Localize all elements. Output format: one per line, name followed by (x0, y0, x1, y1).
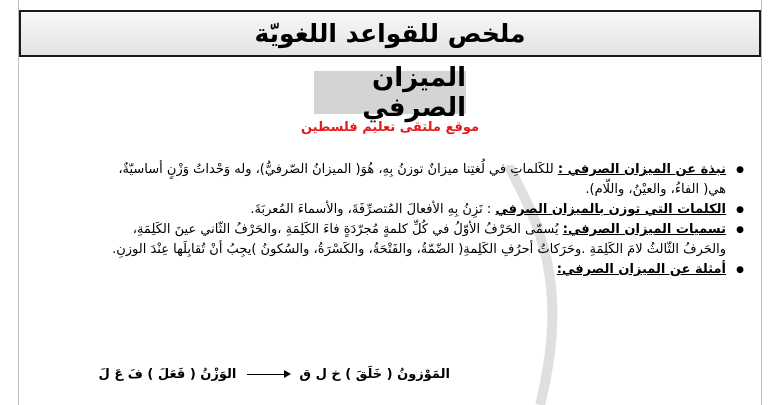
title-banner (19, 10, 761, 57)
section-heading: تسميات الميزان الصرفي: (562, 222, 726, 237)
list-item (16, 200, 746, 220)
section-text: والحَرفُ الثّالثُ لامَ الكَلِمَةِ .وحَرَكاتُ أحرُفِ الكَلِمةِ( الضّمّةُ، والفَتْحَةُ، والكَسْرَةُ، والسُكونُ )يجِبُ أنْ تُقابِلَها عِنْدَ الوزنِ. (112, 242, 726, 257)
list-item (16, 260, 746, 280)
topic-title: الميزان الصرفي (362, 62, 466, 123)
topic-banner (314, 62, 466, 123)
page-title: ملخص للقواعد اللغويّة (254, 19, 526, 48)
section-text: هي( الفاءُ، والعيْنُ، واللّام). (585, 182, 726, 197)
example-weighed: المَوْزونُ ( خَلَقَ ) خ ل ق (299, 367, 450, 382)
section-heading: الكلمات التي توزن بالميزان الصرفي (495, 202, 726, 217)
list-item (16, 220, 746, 260)
content-body (16, 160, 746, 280)
arrow-left-icon (247, 374, 289, 375)
example-weight: الوَزْنُ ( فَعَلَ ) فَ عَ لَ (98, 367, 237, 382)
section-text: يُسمّى الحَرْفُ الأوّلُ في كُلِّ كلمةٍ مُجرّدَةٍ فاءَ الكَلِمَةِ ،والحَرْفُ الثّاني عينَ الكَلِمَةِ، (132, 222, 559, 237)
section-heading: أمثلة عن الميزان الصرفي: (556, 262, 726, 277)
section-text: للكَلماتِ في لُغتِنا ميزانٌ توزنُ بِهِ، هُوَ( الميزانُ الصّرفيُّ)، وله وَحْداتُ وَزْنٍ أساسيّةٌ، (118, 162, 554, 177)
list-item (16, 160, 746, 200)
section-heading: نبذة عن الميزان الصرفي : (557, 162, 726, 177)
site-name: موقع ملتقى تعليم فلسطين (300, 120, 480, 135)
example-row (99, 367, 450, 382)
section-text: : نَزِنُ بِهِ الأفعالَ المُتصرِّفَةَ، والأسماءَ المُعربَةَ. (250, 202, 492, 217)
